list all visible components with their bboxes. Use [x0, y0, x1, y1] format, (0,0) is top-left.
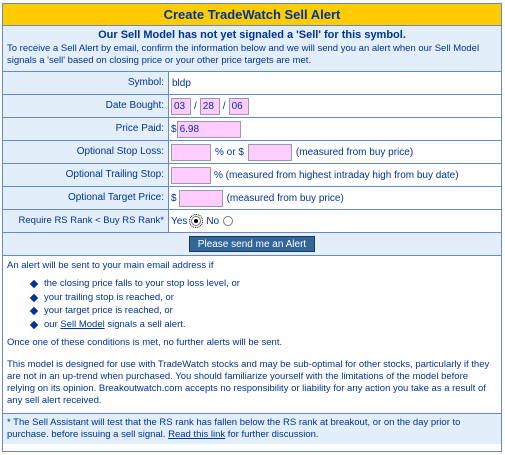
trailing-stop-label: Optional Trailing Stop:: [3, 164, 169, 186]
stop-loss-percent-input[interactable]: [171, 144, 211, 161]
info-lead: An alert will be sent to your main email address if: [7, 260, 214, 271]
info-section: [3, 256, 501, 414]
bullet-icon: [30, 320, 38, 328]
date-separator-1: /: [194, 100, 197, 112]
rs-rank-label: Require RS Rank < Buy RS Rank*: [3, 210, 169, 232]
date-year-input[interactable]: [229, 98, 249, 115]
symbol-value: bldp: [172, 77, 191, 89]
rs-rank-row: [3, 210, 501, 233]
rs-no-label: No: [206, 215, 220, 227]
target-price-input[interactable]: [179, 190, 223, 207]
intro-section: [3, 26, 501, 72]
target-dollar-sign: $: [171, 192, 177, 204]
stop-loss-or-text: % or $: [215, 146, 244, 158]
stop-loss-label: Optional Stop Loss:: [3, 141, 169, 163]
rs-yes-label: Yes: [171, 215, 188, 227]
list-item: our Sell Model signals a sell alert.: [31, 319, 497, 331]
date-day-input[interactable]: [200, 98, 220, 115]
price-row: [3, 118, 501, 141]
bullet-icon: [30, 307, 38, 315]
list-item: your trailing stop is reached, or: [31, 292, 497, 304]
intro-headline: Our Sell Model has not yet signaled a 'Sell' for this symbol.: [98, 29, 406, 41]
date-row: [3, 95, 501, 118]
no-further-alerts-text: Once one of these conditions is met, no further alerts will be sent.: [7, 336, 283, 348]
disclaimer-text: This model is designed for use with TradeWatch stocks and may be sub-optimal for other stocks, particularly if they are not in an up-trend when purchased. You should familiarize yourself with the limitations of the model before relying on its opinion. Breakoutwatch.com accepts no responsibility or liability for any action you take as a result of any sell alert received.: [7, 358, 490, 406]
condition-list: [31, 278, 497, 331]
send-alert-button[interactable]: Please send me an Alert: [189, 236, 315, 252]
footnote-post: for further discussion.: [227, 428, 319, 440]
date-separator-2: /: [222, 100, 226, 112]
trailing-stop-row: [3, 164, 501, 187]
date-label: Date Bought:: [3, 95, 169, 117]
target-price-row: [3, 187, 501, 210]
read-this-link[interactable]: Read this link: [168, 428, 226, 440]
rs-no-radio[interactable]: [223, 216, 233, 226]
bullet-icon: [30, 293, 38, 301]
list-item: your target price is reached, or: [31, 305, 497, 317]
rs-yes-radio[interactable]: [191, 216, 201, 226]
target-price-note: (measured from buy price): [226, 192, 344, 204]
stop-loss-row: [3, 141, 501, 164]
stop-loss-dollar-input[interactable]: [248, 144, 292, 161]
symbol-label: Symbol:: [3, 72, 169, 94]
symbol-row: [3, 72, 501, 95]
stop-loss-note: (measured from buy price): [295, 146, 414, 158]
price-paid-input[interactable]: [177, 121, 241, 138]
bullet-icon: [30, 280, 38, 288]
sell-alert-panel: [2, 3, 502, 452]
footnote-text: * The Sell Assistant will test that the RS rank has fallen below the RS rank at breakout, or on the day prior to purchase. before issuing a sell signal.: [7, 416, 461, 440]
date-month-input[interactable]: [171, 98, 191, 115]
footnote: [3, 414, 501, 444]
price-label: Price Paid:: [3, 118, 169, 140]
sell-model-link[interactable]: Sell Model: [60, 318, 105, 330]
target-price-label: Optional Target Price:: [3, 187, 169, 209]
trailing-stop-input[interactable]: [171, 167, 211, 184]
list-item: the closing price falls to your stop loss level, or: [31, 278, 497, 290]
price-dollar-sign: $: [171, 123, 177, 135]
trailing-stop-note: % (measured from highest intraday high from buy date): [214, 169, 459, 181]
intro-description: To receive a Sell Alert by email, confirm the information below and we will send you an alert when our Sell Model signals a 'sell' based on closing price or your other price targets are met.: [7, 43, 480, 66]
panel-title: Create TradeWatch Sell Alert: [3, 4, 501, 26]
submit-row: [3, 233, 501, 256]
